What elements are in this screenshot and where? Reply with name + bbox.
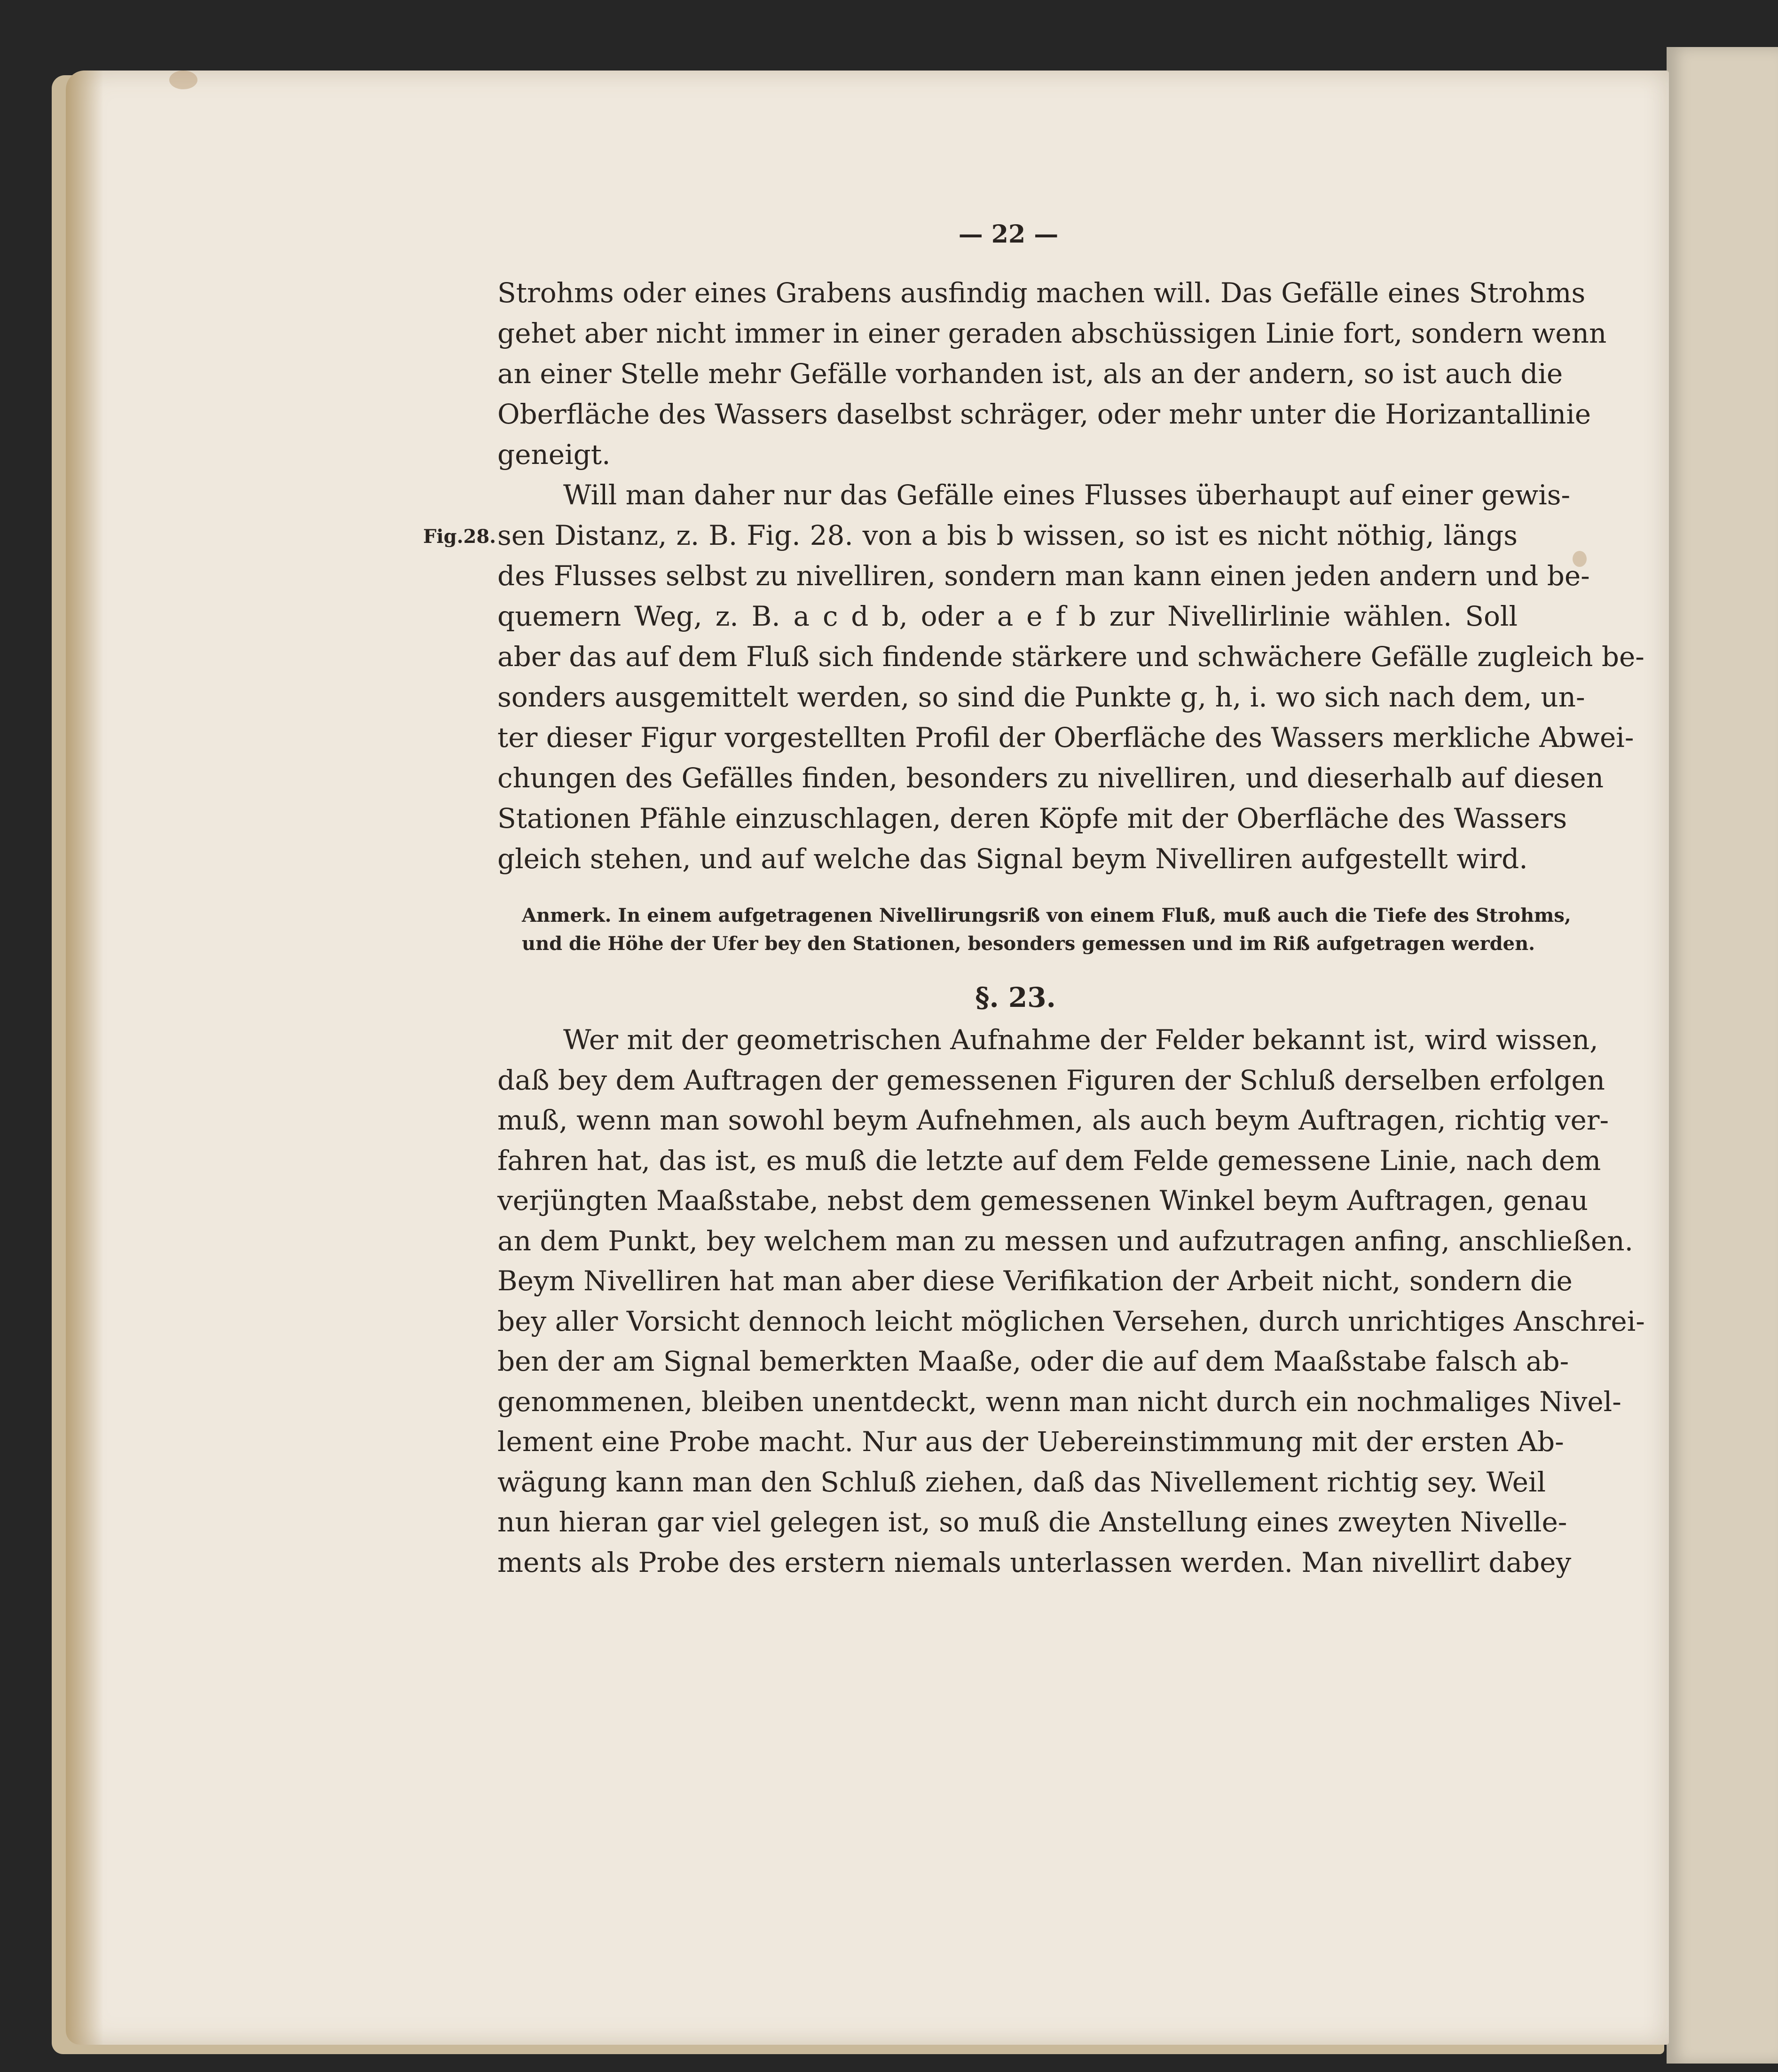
facing-page-edge [1667,47,1778,2064]
text-line: chungen des Gefälles finden, besonders zu nivelliren, und dieserhalb auf diesen [497,762,1604,794]
text-line: Strohms oder eines Grabens ausfindig machen will. Das Gefälle eines Strohms [497,277,1586,309]
text-line: verjüngten Maaßstabe, nebst dem gemessenen Winkel beym Auftragen, genau [497,1185,1588,1217]
text-line: fahren hat, das ist, es muß die letzte auf dem Felde gemessene Linie, nach dem [497,1144,1601,1177]
text-line: geneigt. [497,439,611,471]
note-line: Anmerk. In einem aufgetragenen Nivellirungsriß von einem Fluß, muß auch die Tiefe des Strohms, [522,904,1571,926]
text-line: gleich stehen, und auf welche das Signal beym Nivelliren aufgestellt wird. [497,843,1528,875]
text-line: Stationen Pfähle einzuschlagen, deren Köpfe mit der Oberfläche des Wassers [497,802,1567,834]
text-line: Oberfläche des Wassers daselbst schräger, oder mehr unter die Horizantallinie [497,398,1591,430]
body-text-bottom [497,1020,1645,1583]
page-number: — 22 — [958,220,1059,249]
text-line: sen Distanz, z. B. Fig. 28. von a bis b wissen, so ist es nicht nöthig, längs [497,519,1518,551]
text-line: aber das auf dem Fluß sich findende stärkere und schwächere Gefälle zugleich be- [497,641,1644,673]
section-heading: §. 23. [975,981,1056,1013]
note-line: und die Höhe der Ufer bey den Stationen, besonders gemessen und im Riß aufgetragen werden. [522,933,1535,955]
page-left-wear [66,71,103,2045]
text-line: Wer mit der geometrischen Aufnahme der Felder bekannt ist, wird wissen, [563,1024,1598,1056]
text-line: muß, wenn man sowohl beym Aufnehmen, als auch beym Auftragen, richtig ver- [497,1104,1609,1136]
text-line: lement eine Probe macht. Nur aus der Uebereinstimmung mit der ersten Ab- [497,1426,1564,1458]
text-line: bey aller Vorsicht dennoch leicht möglichen Versehen, durch unrichtiges Anschrei- [497,1305,1645,1337]
text-line: an einer Stelle mehr Gefälle vorhanden ist, als an der andern, so ist auch die [497,358,1563,390]
text-line: nun hieran gar viel gelegen ist, so muß die Anstellung eines zweyten Nivelle- [497,1506,1567,1538]
text-line: gehet aber nicht immer in einer geraden abschüssigen Linie fort, sondern wenn [497,317,1607,349]
foxing-stain [169,71,197,89]
text-line: ments als Probe des erstern niemals unterlassen werden. Man nivellirt dabey [497,1546,1572,1578]
text-line: ben der am Signal bemerkten Maaße, oder die auf dem Maaßstabe falsch ab- [497,1345,1569,1377]
text-line: Will man daher nur das Gefälle eines Flusses überhaupt auf einer gewis- [563,479,1571,511]
text-line: ter dieser Figur vorgestellten Profil der Oberfläche des Wassers merkliche Abwei- [497,722,1634,753]
text-line: des Flusses selbst zu nivelliren, sondern man kann einen jeden andern und be- [497,560,1590,592]
text-line: Beym Nivelliren hat man aber diese Verifikation der Arbeit nicht, sondern die [497,1265,1573,1297]
text-line: wägung kann man den Schluß ziehen, daß das Nivellement richtig sey. Weil [497,1466,1546,1498]
annotation-note [522,902,1571,958]
text-line: daß bey dem Auftragen der gemessenen Figuren der Schluß derselben erfolgen [497,1064,1605,1096]
text-line: genommenen, bleiben unentdeckt, wenn man nicht durch ein nochmaliges Nivel- [497,1385,1621,1418]
text-line: an dem Punkt, bey welchem man zu messen und aufzutragen anfing, anschließen. [497,1224,1634,1257]
body-text-top [497,273,1644,879]
figure-margin-note: Fig.28. [423,526,496,548]
text-line: quemern Weg, z. B. a c d b, oder a e f b zur Nivellirlinie wählen. Soll [497,600,1518,632]
text-line: sonders ausgemittelt werden, so sind die Punkte g, h, i. wo sich nach dem, un- [497,681,1585,713]
